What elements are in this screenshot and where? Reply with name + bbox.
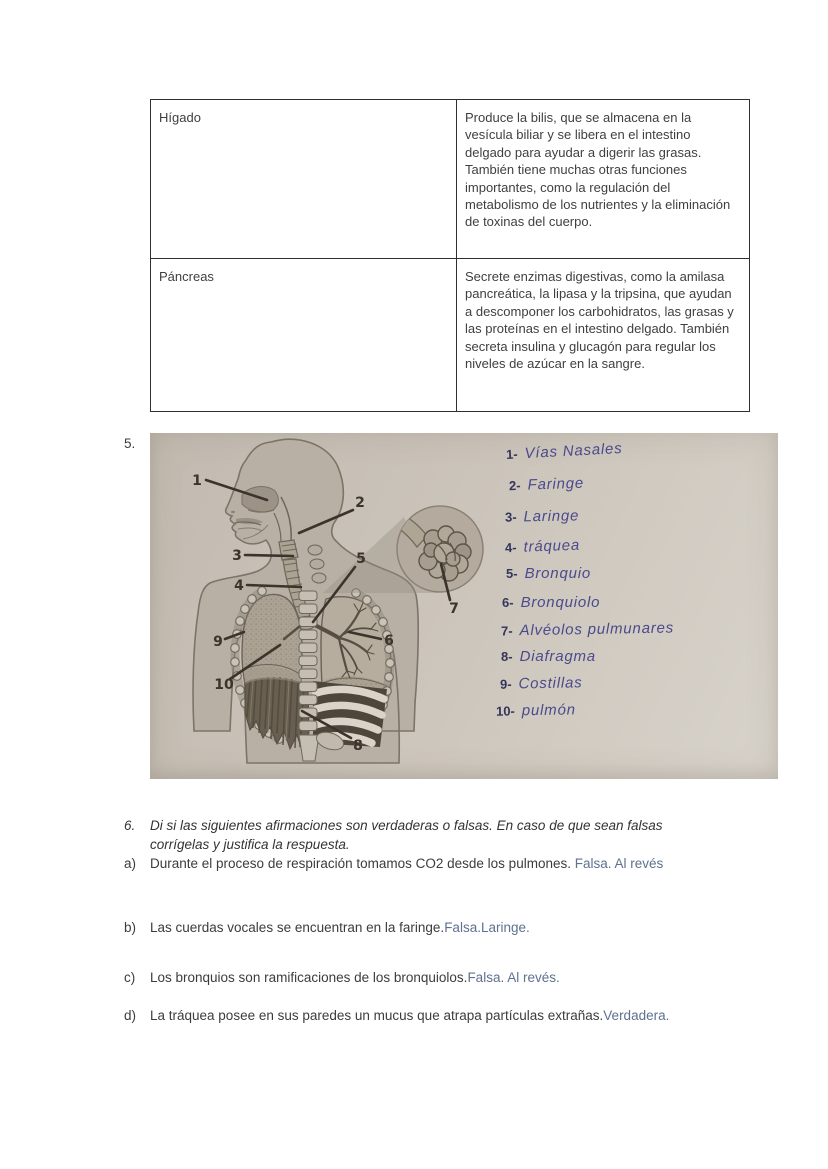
handwritten-answer-3: 3- Laringe xyxy=(504,507,580,526)
table-row xyxy=(151,259,750,412)
question-item-d xyxy=(124,1005,702,1026)
diagram-number-3: 3 xyxy=(232,548,242,564)
item-label: a) xyxy=(124,856,137,871)
handwritten-answer-8: 8- Diafragma xyxy=(501,648,596,665)
nostril xyxy=(231,511,235,513)
question-item-b xyxy=(124,917,702,938)
item-label: b) xyxy=(124,920,137,935)
item-statement: Las cuerdas vocales se encuentran en la faringe. xyxy=(150,920,445,935)
question-item-a xyxy=(124,853,702,874)
organ-function-table xyxy=(150,99,750,412)
handwritten-answer-2: 2- Faringe xyxy=(508,474,585,494)
exercise-6-intro-text: Di si las siguientes afirmaciones son verdaderas o falsas. En caso de que sean falsas corrígelas y justifica la respuesta. xyxy=(150,818,663,852)
exercise-6-intro xyxy=(124,816,702,854)
diagram-number-7: 7 xyxy=(449,601,459,617)
item-answer: Falsa. Al revés. xyxy=(467,970,560,985)
handwritten-answer-4: 4- tráquea xyxy=(504,536,581,556)
item-label: c) xyxy=(124,970,136,985)
diagram-number-6: 6 xyxy=(384,633,394,649)
item-label: d) xyxy=(124,1008,137,1023)
organ-name-cell: Páncreas xyxy=(151,259,457,412)
handwritten-answer-5: 5- Bronquio xyxy=(506,565,592,582)
handwritten-answer-7: 7- Alvéolos pulmunares xyxy=(500,619,675,640)
organ-description-cell: Secrete enzimas digestivas, como la amilasa pancreática, la lipasa y la tripsina, que ayudan a descomponer los carbohidratos, las grasas y las proteínas en el intestino delgado. También secreta insulina y glucagón para regular los niveles de azúcar en la sangre. xyxy=(457,259,750,412)
exercise-5-number: 5. xyxy=(124,436,136,451)
item-answer: Falsa. Al revés xyxy=(574,856,664,871)
item-statement: Los bronquios son ramificaciones de los bronquiolos. xyxy=(150,970,468,985)
diagram-number-2: 2 xyxy=(355,495,365,511)
diagram-number-1: 1 xyxy=(192,473,202,489)
diagram-number-8: 8 xyxy=(353,738,363,754)
diagram-number-9: 9 xyxy=(213,634,223,650)
diagram-number-5: 5 xyxy=(356,551,366,567)
table-row xyxy=(151,100,750,259)
handwritten-answer-1: 1- Vías Nasales xyxy=(505,439,623,463)
exercise-6-number: 6. xyxy=(124,818,136,833)
item-answer: Falsa.Laringe. xyxy=(444,920,530,935)
diagram-number-10: 10 xyxy=(214,677,234,693)
item-statement: La tráquea posee en sus paredes un mucus que atrapa partículas extrañas. xyxy=(150,1008,604,1023)
organ-description-cell: Produce la bilis, que se almacena en la vesícula biliar y se libera en el intestino delgado para ayudar a digerir las grasas. También tiene muchas otras funciones importantes, como la regulación del metabolismo de los nutrientes y la eliminación de toxinas del cuerpo. xyxy=(457,100,750,259)
handwritten-answer-10: 10- pulmón xyxy=(495,701,576,720)
respiratory-system-diagram xyxy=(150,433,778,779)
item-answer: Verdadera. xyxy=(603,1008,670,1023)
organ-name-cell: Hígado xyxy=(151,100,457,259)
question-item-c xyxy=(124,967,702,988)
respiratory-diagram-photo xyxy=(150,433,778,779)
handwritten-answer-6: 6- Bronquiolo xyxy=(502,594,601,611)
item-statement: Durante el proceso de respiración tomamos CO2 desde los pulmones. xyxy=(150,856,575,871)
handwritten-answer-9: 9- Costillas xyxy=(499,674,583,693)
diagram-number-4: 4 xyxy=(234,578,244,594)
